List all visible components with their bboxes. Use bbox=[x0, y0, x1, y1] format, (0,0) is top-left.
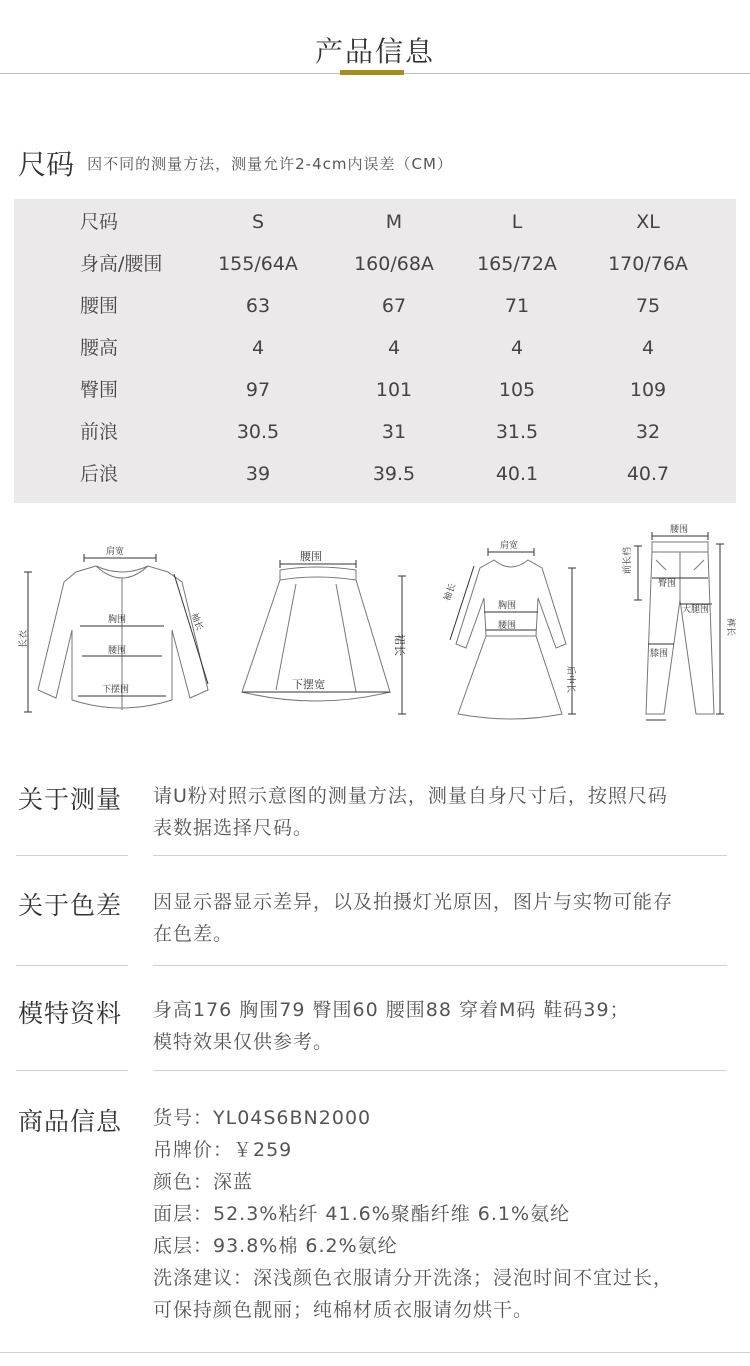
bottom-divider bbox=[0, 1352, 750, 1353]
table-cell: 腰围 bbox=[80, 295, 119, 317]
table-cell: 63 bbox=[245, 295, 271, 317]
table-cell: 105 bbox=[498, 379, 536, 401]
table-cell: 32 bbox=[635, 421, 661, 443]
text-line: 在色差。 bbox=[153, 923, 234, 945]
shirt-hem-label: 下摆围 bbox=[102, 685, 130, 695]
shirt-sleeve-label: 袖长 bbox=[188, 611, 205, 633]
dress-shoulder-label: 肩宽 bbox=[500, 541, 519, 551]
measurement-diagrams bbox=[0, 520, 750, 730]
pants-thigh-label: 大腿围 bbox=[682, 605, 710, 615]
pants-knee-label: 膝围 bbox=[650, 649, 669, 659]
table-cell: 30.5 bbox=[236, 421, 280, 443]
table-cell: 31.5 bbox=[495, 421, 539, 443]
shirt-waist-label: 腰围 bbox=[108, 646, 127, 656]
shirt-chest-label: 胸围 bbox=[108, 615, 127, 625]
table-row bbox=[14, 411, 736, 453]
table-row bbox=[14, 201, 736, 243]
title-accent-bar bbox=[340, 70, 404, 75]
dress-sleeve-label: 袖长 bbox=[442, 582, 459, 603]
pants-diagram bbox=[612, 520, 742, 725]
size-table bbox=[14, 199, 736, 503]
pants-hip-label: 臀围 bbox=[658, 579, 677, 589]
pants-waist-label: 腰围 bbox=[670, 525, 689, 535]
table-cell: S bbox=[251, 211, 265, 233]
table-cell: 97 bbox=[245, 379, 271, 401]
divider bbox=[153, 1070, 727, 1071]
table-cell: 160/68A bbox=[354, 253, 434, 275]
table-cell: 75 bbox=[635, 295, 661, 317]
table-cell: 109 bbox=[629, 379, 667, 401]
divider bbox=[16, 965, 128, 966]
skirt-length-label: 裙长 bbox=[393, 634, 406, 656]
skirt-waist-label: 腰围 bbox=[300, 550, 322, 563]
table-cell: 臀围 bbox=[80, 379, 119, 401]
table-cell: 155/64A bbox=[218, 253, 298, 275]
table-cell: 4 bbox=[510, 337, 524, 359]
pants-front-rise-label: 前长档 bbox=[623, 546, 633, 574]
text-line: 因显示器显示差异，以及拍摄灯光原因，图片与实物可能存 bbox=[153, 891, 674, 913]
table-cell: 4 bbox=[387, 337, 401, 359]
info-product-label: 商品信息 bbox=[18, 1107, 123, 1136]
info-measurement-text bbox=[153, 780, 733, 844]
table-cell: 71 bbox=[504, 295, 530, 317]
shirt-length-label: 长衣 bbox=[19, 629, 29, 648]
info-model-text bbox=[153, 994, 733, 1058]
dress-waist-label: 腰围 bbox=[498, 621, 517, 631]
table-cell: 前浪 bbox=[80, 421, 119, 443]
table-cell: 67 bbox=[381, 295, 407, 317]
table-cell: 165/72A bbox=[477, 253, 557, 275]
table-cell: 40.7 bbox=[626, 463, 670, 485]
page-title: 产品信息 bbox=[314, 35, 435, 68]
info-color-label: 关于色差 bbox=[18, 891, 123, 920]
table-cell: 170/76A bbox=[608, 253, 688, 275]
table-cell: M bbox=[385, 211, 403, 233]
table-cell: 101 bbox=[375, 379, 413, 401]
table-cell: 39 bbox=[245, 463, 271, 485]
divider bbox=[16, 1070, 128, 1071]
dress-chest-label: 胸围 bbox=[498, 601, 517, 611]
size-heading-note: 因不同的测量方法，测量允许2-4cm内误差（CM） bbox=[87, 154, 453, 173]
dress-diagram bbox=[438, 520, 588, 720]
table-row bbox=[14, 285, 736, 327]
text-line: 洗涤建议：深浅颜色衣服请分开洗涤；浸泡时间不宜过长， bbox=[153, 1267, 674, 1289]
table-row bbox=[14, 327, 736, 369]
table-cell: 身高/腰围 bbox=[80, 253, 163, 275]
text-line: 颜色：深蓝 bbox=[153, 1171, 254, 1193]
divider bbox=[16, 855, 128, 856]
info-measurement-label: 关于测量 bbox=[18, 785, 123, 814]
table-cell: 后浪 bbox=[80, 463, 119, 485]
text-line: 吊牌价：￥259 bbox=[153, 1139, 293, 1161]
table-row bbox=[14, 243, 736, 285]
shirt-shoulder-label: 肩宽 bbox=[106, 547, 125, 557]
text-line: 货号：YL04S6BN2000 bbox=[153, 1107, 372, 1129]
table-cell: L bbox=[511, 211, 523, 233]
text-line: 面层：52.3%粘纤 41.6%聚酯纤维 6.1%氨纶 bbox=[153, 1203, 571, 1225]
table-row bbox=[14, 453, 736, 495]
shirt-diagram bbox=[14, 520, 214, 720]
skirt-hem-label: 下摆宽 bbox=[292, 678, 325, 691]
info-product-text bbox=[153, 1102, 733, 1326]
text-line: 可保持颜色靓丽；纯棉材质衣服请勿烘干。 bbox=[153, 1299, 534, 1321]
table-row bbox=[14, 369, 736, 411]
page-header bbox=[0, 0, 750, 80]
table-cell: XL bbox=[636, 211, 660, 233]
size-heading bbox=[18, 143, 738, 183]
text-line: 请U粉对照示意图的测量方法，测量自身尺寸后，按照尺码 bbox=[153, 785, 668, 807]
divider bbox=[153, 965, 727, 966]
table-cell: 39.5 bbox=[372, 463, 416, 485]
divider bbox=[153, 855, 727, 856]
text-line: 底层：93.8%棉 6.2%氨纶 bbox=[153, 1235, 398, 1257]
table-cell: 4 bbox=[251, 337, 265, 359]
skirt-diagram bbox=[236, 520, 416, 720]
table-cell: 腰高 bbox=[80, 337, 119, 359]
text-line: 身高176 胸围79 臀围60 腰围88 穿着M码 鞋码39； bbox=[153, 999, 630, 1021]
table-cell: 4 bbox=[641, 337, 655, 359]
text-line: 表数据选择尺码。 bbox=[153, 817, 314, 839]
pants-length-label: 裤长 bbox=[725, 618, 735, 637]
table-cell: 尺码 bbox=[80, 211, 119, 233]
text-line: 模特效果仅供参考。 bbox=[153, 1031, 334, 1053]
info-color-text bbox=[153, 886, 733, 950]
dress-back-length-label: 后中长 bbox=[565, 666, 575, 694]
size-heading-title: 尺码 bbox=[18, 148, 75, 181]
info-model-label: 模特资料 bbox=[18, 999, 123, 1028]
table-cell: 40.1 bbox=[495, 463, 539, 485]
table-cell: 31 bbox=[381, 421, 407, 443]
